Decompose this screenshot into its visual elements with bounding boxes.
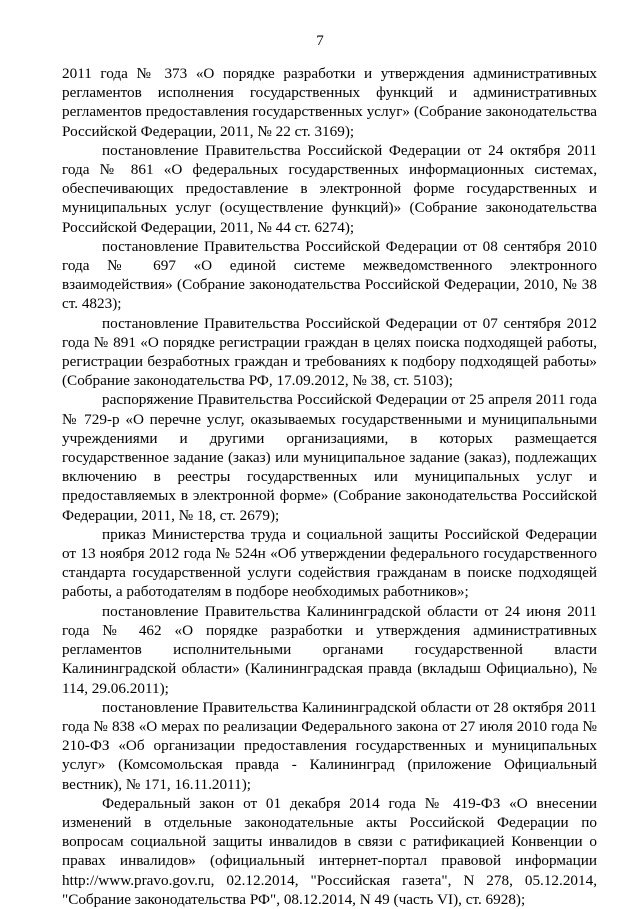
paragraph-ministry-order-524n: приказ Министерства труда и социальной защиты Российской Федерации от 13 ноября 2012 года № 524н «Об утверждении федерального государственного стандарта государственной услуги содействия гражданам в поиске подходящей работы, а работодателям в подборе необходимых работников»; xyxy=(62,525,597,601)
paragraph-government-decree-891: постановление Правительства Российской Федерации от 07 сентября 2012 года № 891 «О порядке регистрации граждан в целях поиска подходящей работы, регистрации безработных граждан и требованиях к подбору подходящей работы» (Собрание законодательства РФ, 17.09.2012, № 38, ст. 5103); xyxy=(62,314,597,390)
paragraph-government-decree-697: постановление Правительства Российской Федерации от 08 сентября 2010 года № 697 «О единой системе межведомственного электронного взаимодействия» (Собрание законодательства Российской Федерации, 2010, № 38 ст. 4823); xyxy=(62,237,597,313)
page-number: 7 xyxy=(316,33,324,49)
document-body xyxy=(62,64,597,909)
paragraph-regional-decree-462: постановление Правительства Калининградской области от 24 июня 2011 года № 462 «О порядке разработки и утверждения административных регламентов исполнительными органами государственной власти Калининградской области» (Калининградская правда (вкладыш Официально), № 114, 29.06.2011); xyxy=(62,602,597,697)
paragraph-government-decree-861: постановление Правительства Российской Федерации от 24 октября 2011 года № 861 «О федеральных государственных информационных системах, обеспечивающих предоставление в электронной форме государственных и муниципальных услуг (осуществление функций)» (Собрание законодательства Российской Федерации, 2011, № 44 ст. 6274); xyxy=(62,141,597,236)
paragraph-regional-decree-838: постановление Правительства Калининградской области от 28 октября 2011 года № 838 «О мерах по реализации Федерального закона от 27 июля 2010 года № 210-ФЗ «Об организации предоставления государственных и муниципальных услуг» (Комсомольская правда - Калининград (приложение Официальный вестник), № 171, 16.11.2011); xyxy=(62,698,597,793)
paragraph-continuation: 2011 года № 373 «О порядке разработки и утверждения административных регламентов исполнения государственных функций и административных регламентов предоставления государственных услуг» (Собрание законодательства Российской Федерации, 2011, № 22 ст. 3169); xyxy=(62,65,597,140)
paragraph-government-order-729r: распоряжение Правительства Российской Федерации от 25 апреля 2011 года № 729-р «О перечне услуг, оказываемых государственными и муниципальными учреждениями и другими организациями, в которых размещается государственное задание (заказ) или муниципальное задание (заказ), подлежащих включению в реестры государственных или муниципальных услуг и предоставляемых в электронной форме» (Собрание законодательства Российской Федерации, 2011, № 18, ст. 2679); xyxy=(62,391,597,524)
paragraph-federal-law-419fz: Федеральный закон от 01 декабря 2014 года № 419-ФЗ «О внесении изменений в отдельные законодательные акты Российской Федерации по вопросам социальной защиты инвалидов в связи с ратификацией Конвенции о правах инвалидов» (официальный интернет-портал правовой информации http://www.pravo.gov.ru, 02.12.2014, "Российская газета", N 278, 05.12.2014, "Собрание законодательства РФ", 08.12.2014, N 49 (часть VI), ст. 6928); xyxy=(62,794,597,908)
